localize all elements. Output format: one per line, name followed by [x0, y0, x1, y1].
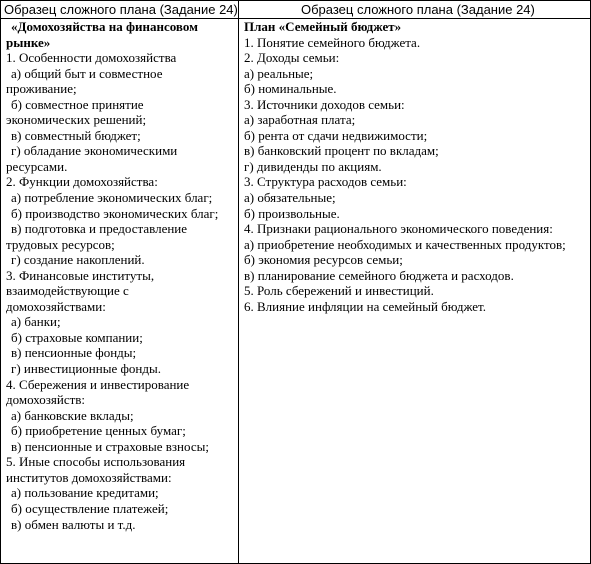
- left-plan-line: взаимодействующие с: [6, 283, 129, 299]
- left-plan-line: 5. Иные способы использования: [6, 454, 186, 470]
- right-plan-cell: [244, 19, 588, 314]
- right-plan-line: б) произвольные.: [244, 205, 340, 221]
- right-plan-line: а) заработная плата;: [244, 112, 356, 128]
- left-plan-line: г) создание накоплений.: [11, 252, 145, 268]
- left-plan-line: в) совместный бюджет;: [11, 127, 141, 143]
- left-plan-line: в) пенсионные и страховые взносы;: [11, 438, 209, 454]
- left-plan-cell: [6, 19, 234, 532]
- right-plan-line: 1. Понятие семейного бюджета.: [244, 34, 421, 50]
- left-plan-line: 1. Особенности домохозяйства: [6, 50, 177, 66]
- left-plan-line: а) потребление экономических благ;: [11, 190, 213, 206]
- right-plan-line: 3. Структура расходов семьи:: [244, 174, 407, 190]
- left-plan-title-line: «Домохозяйства на финансовом: [11, 19, 198, 34]
- right-plan-line: а) приобретение необходимых и качественных продуктов;: [244, 236, 566, 252]
- left-plan-line: проживание;: [6, 81, 77, 97]
- left-plan-line: в) пенсионные фонды;: [11, 345, 137, 361]
- left-plan-line: б) приобретение ценных бумаг;: [11, 423, 186, 439]
- right-plan-line: 5. Роль сбережений и инвестиций.: [244, 283, 434, 299]
- left-plan-line: домохозяйствами:: [6, 298, 106, 314]
- right-plan-line: в) банковский процент по вкладам;: [244, 143, 439, 159]
- right-plan-line: а) обязательные;: [244, 190, 336, 206]
- left-plan-line: трудовых ресурсов;: [6, 236, 115, 252]
- left-plan-line: 3. Финансовые институты,: [6, 267, 155, 283]
- right-plan-line: б) рента от сдачи недвижимости;: [244, 127, 428, 143]
- left-plan-line: институтов домохозяйствами:: [6, 469, 172, 485]
- left-plan-line: б) совместное принятие: [11, 96, 144, 112]
- left-plan-line: экономических решений;: [6, 112, 147, 128]
- left-plan-line: ресурсами.: [6, 158, 68, 174]
- left-plan-line: в) обмен валюты и т.д.: [11, 516, 136, 532]
- right-column-header: Образец сложного плана (Задание 24): [301, 2, 535, 17]
- right-plan-line: 6. Влияние инфляции на семейный бюджет.: [244, 298, 486, 314]
- right-plan-line: 3. Источники доходов семьи:: [244, 96, 405, 112]
- left-plan-line: 4. Сбережения и инвестирование: [6, 376, 190, 392]
- right-plan-line: а) реальные;: [244, 65, 314, 81]
- column-divider: [238, 1, 239, 563]
- left-plan-line: домохозяйств:: [6, 392, 86, 408]
- left-column-header: Образец сложного плана (Задание 24): [4, 2, 238, 17]
- left-plan-line: б) страховые компании;: [11, 329, 143, 345]
- left-plan-line: а) пользование кредитами;: [11, 485, 159, 501]
- left-plan-line: в) подготовка и предоставление: [11, 221, 188, 237]
- right-plan-title-line: План «Семейный бюджет»: [244, 19, 402, 34]
- right-plan-line: г) дивиденды по акциям.: [244, 158, 382, 174]
- right-plan-line: в) планирование семейного бюджета и расходов.: [244, 267, 514, 283]
- left-plan-line: б) производство экономических благ;: [11, 205, 219, 221]
- right-plan-line: 4. Признаки рационального экономического поведения:: [244, 221, 553, 237]
- left-plan-line: б) осуществление платежей;: [11, 500, 169, 516]
- right-plan-line: 2. Доходы семьи:: [244, 50, 340, 66]
- left-plan-line: а) общий быт и совместное: [11, 65, 163, 81]
- left-plan-line: а) банковские вклады;: [11, 407, 134, 423]
- left-plan-title-line: рынке»: [6, 34, 51, 50]
- table-header-row: [1, 1, 590, 19]
- right-plan-line: б) номинальные.: [244, 81, 337, 97]
- right-plan-line: б) экономия ресурсов семьи;: [244, 252, 403, 268]
- left-plan-line: а) банки;: [11, 314, 61, 330]
- left-plan-line: 2. Функции домохозяйства:: [6, 174, 158, 190]
- left-plan-line: г) инвестиционные фонды.: [11, 361, 161, 377]
- left-plan-line: г) обладание экономическими: [11, 143, 178, 159]
